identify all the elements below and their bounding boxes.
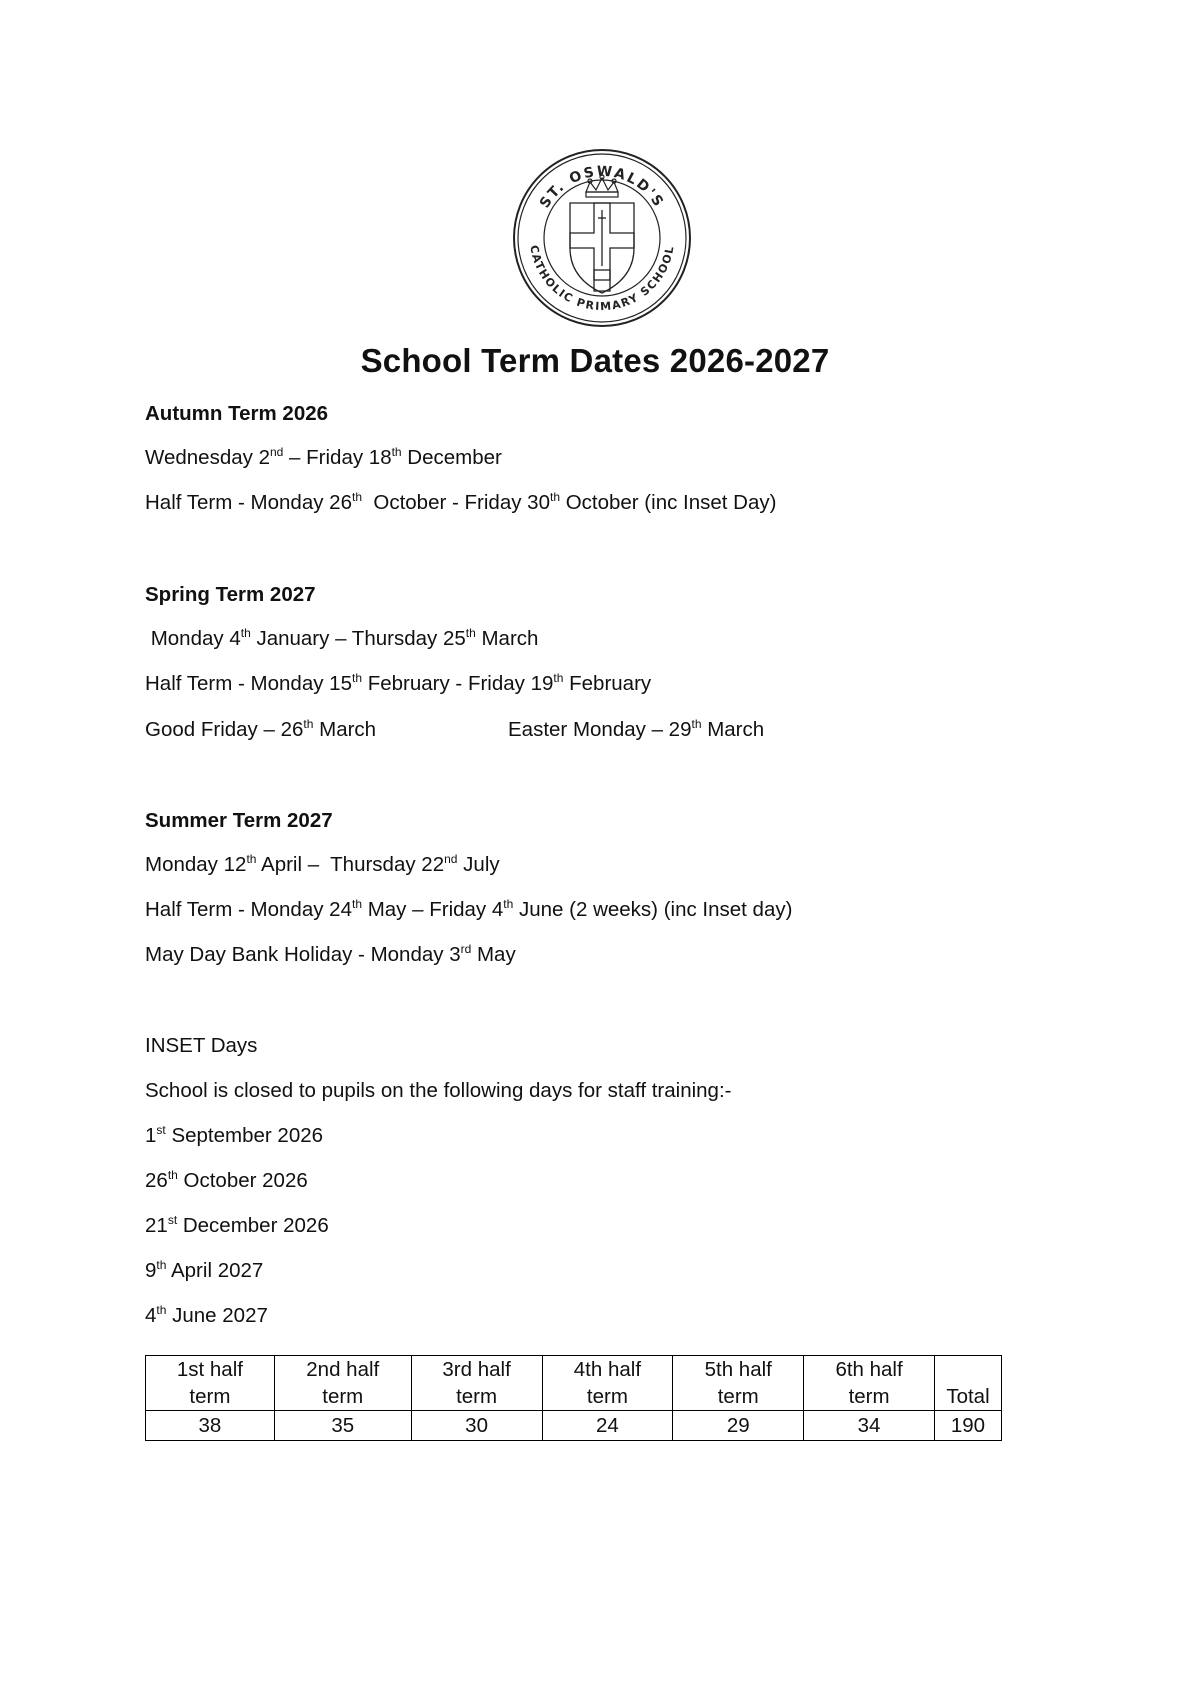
easter-monday: Easter Monday – 29th March [508, 717, 765, 741]
inset-day: 21st December 2026 [145, 1213, 329, 1237]
table-header-total: Total [934, 1356, 1001, 1411]
summer-heading: Summer Term 2027 [145, 809, 333, 832]
autumn-heading: Autumn Term 2026 [145, 402, 329, 425]
svg-text:ST. OSWALD'S: ST. OSWALD'S [536, 163, 668, 212]
inset-day: 1st September 2026 [145, 1123, 324, 1147]
table-header-cell: 6th half term [804, 1356, 935, 1411]
table-header-cell: 1st half term [146, 1356, 275, 1411]
table-cell: 34 [804, 1411, 935, 1441]
may-day-bank-holiday: May Day Bank Holiday - Monday 3rd May [145, 942, 516, 966]
page-title: School Term Dates 2026-2027 [360, 342, 830, 379]
inset-heading: INSET Days [145, 1034, 258, 1057]
table-row [146, 1411, 1002, 1441]
summer-half-term: Half Term - Monday 24th May – Friday 4th June (2 weeks) (inc Inset day) [145, 897, 793, 921]
shield-cross-icon [570, 203, 634, 293]
table-header-row [146, 1356, 1002, 1411]
table-cell-total: 190 [934, 1411, 1001, 1441]
autumn-dates: Wednesday 2nd – Friday 18th December [145, 445, 502, 469]
summer-dates: Monday 12th April – Thursday 22nd July [145, 852, 500, 876]
good-friday: Good Friday – 26th March [145, 717, 377, 741]
table-header-cell: 4th half term [542, 1356, 673, 1411]
autumn-half-term: Half Term - Monday 26th October - Friday 30th October (inc Inset Day) [145, 490, 777, 514]
svg-text:CATHOLIC PRIMARY SCHOOL: CATHOLIC PRIMARY SCHOOL [527, 244, 677, 314]
spring-heading: Spring Term 2027 [145, 583, 316, 606]
inset-intro: School is closed to pupils on the following days for staff training:- [145, 1079, 732, 1102]
table-cell: 30 [411, 1411, 542, 1441]
table-cell: 38 [146, 1411, 275, 1441]
inset-day: 26th October 2026 [145, 1168, 308, 1192]
table-cell: 24 [542, 1411, 673, 1441]
table-cell: 29 [673, 1411, 804, 1441]
inset-day: 9th April 2027 [145, 1258, 264, 1282]
term-days-table [145, 1355, 1002, 1441]
table-header-cell: 3rd half term [411, 1356, 542, 1411]
table-cell: 35 [274, 1411, 411, 1441]
spring-half-term: Half Term - Monday 15th February - Friday 19th February [145, 671, 652, 695]
school-crest-logo [512, 148, 692, 328]
inset-day: 4th June 2027 [145, 1303, 268, 1327]
table-header-cell: 5th half term [673, 1356, 804, 1411]
table-header-cell: 2nd half term [274, 1356, 411, 1411]
spring-dates: Monday 4th January – Thursday 25th March [145, 626, 539, 650]
